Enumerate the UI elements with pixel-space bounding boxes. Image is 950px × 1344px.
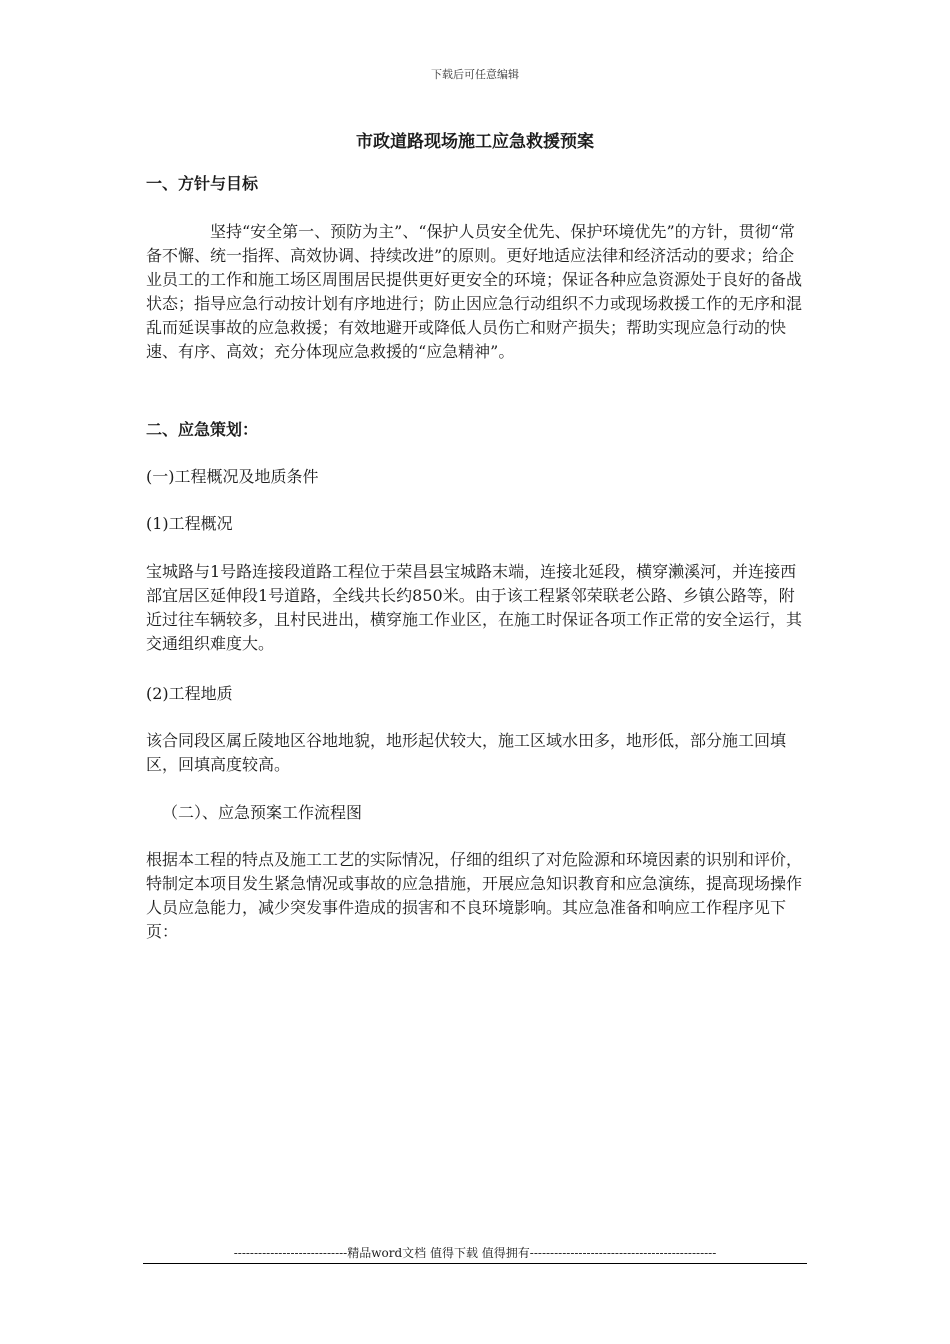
section-heading-1: 一、方针与目标 bbox=[146, 174, 259, 193]
subsection-heading-1a: (1)工程概况 bbox=[146, 514, 233, 533]
subsection-heading-1: (一)工程概况及地质条件 bbox=[146, 467, 319, 486]
subsection-heading-1b: (2)工程地质 bbox=[146, 684, 233, 703]
section-1-paragraph: 坚持“安全第一、预防为主”、“保护人员安全优先、保护环境优先”的方针，贯彻“常备不懈、统一指挥、高效协调、持续改进”的原则。更好地适应法律和经济活动的要求；给企业员工的工作和施工场区周围居民提供更好更安全的环境；保证各种应急资源处于良好的备战状态；指导应急行动按计划有序地进行；防止因应急行动组织不力或现场救援工作的无序和混乱而延误事故的应急救援；有效地避开或降低人员伤亡和财产损失；帮助实现应急行动的快速、有序、高效；充分体现应急救援的“应急精神”。 bbox=[146, 222, 803, 361]
header-note: 下载后可任意编辑 bbox=[431, 68, 519, 81]
project-overview-paragraph: 宝城路与1号路连接段道路工程位于荣昌县宝城路末端，连接北延段，横穿濑溪河，并连接西部宜居区延伸段1号道路，全线共长约850米。由于该工程紧邻荣联老公路、乡镇公路等，附近过往车辆较多，且村民进出，横穿施工作业区，在施工时保证各项工作正常的安全运行，其交通组织难度大。 bbox=[146, 562, 803, 653]
document-title: 市政道路现场施工应急救援预案 bbox=[356, 132, 594, 152]
section-heading-2: 二、应急策划： bbox=[146, 420, 259, 439]
workflow-paragraph: 根据本工程的特点及施工工艺的实际情况，仔细的组织了对危险源和环境因素的识别和评价，特制定本项目发生紧急情况或事故的应急措施，开展应急知识教育和应急演练，提高现场操作人员应急能力，减少突发事件造成的损害和不良环境影响。其应急准备和响应工作程序见下页： bbox=[146, 850, 803, 941]
footer-text: ----------------------------精品word文档 值得下载 值得拥有---------------------------------------------- bbox=[233, 1246, 717, 1260]
geology-paragraph: 该合同段区属丘陵地区谷地地貌，地形起伏较大，施工区域水田多，地形低，部分施工回填区，回填高度较高。 bbox=[146, 731, 787, 774]
footer-divider bbox=[143, 1263, 807, 1264]
subsection-heading-2: （二）、应急预案工作流程图 bbox=[162, 803, 363, 822]
